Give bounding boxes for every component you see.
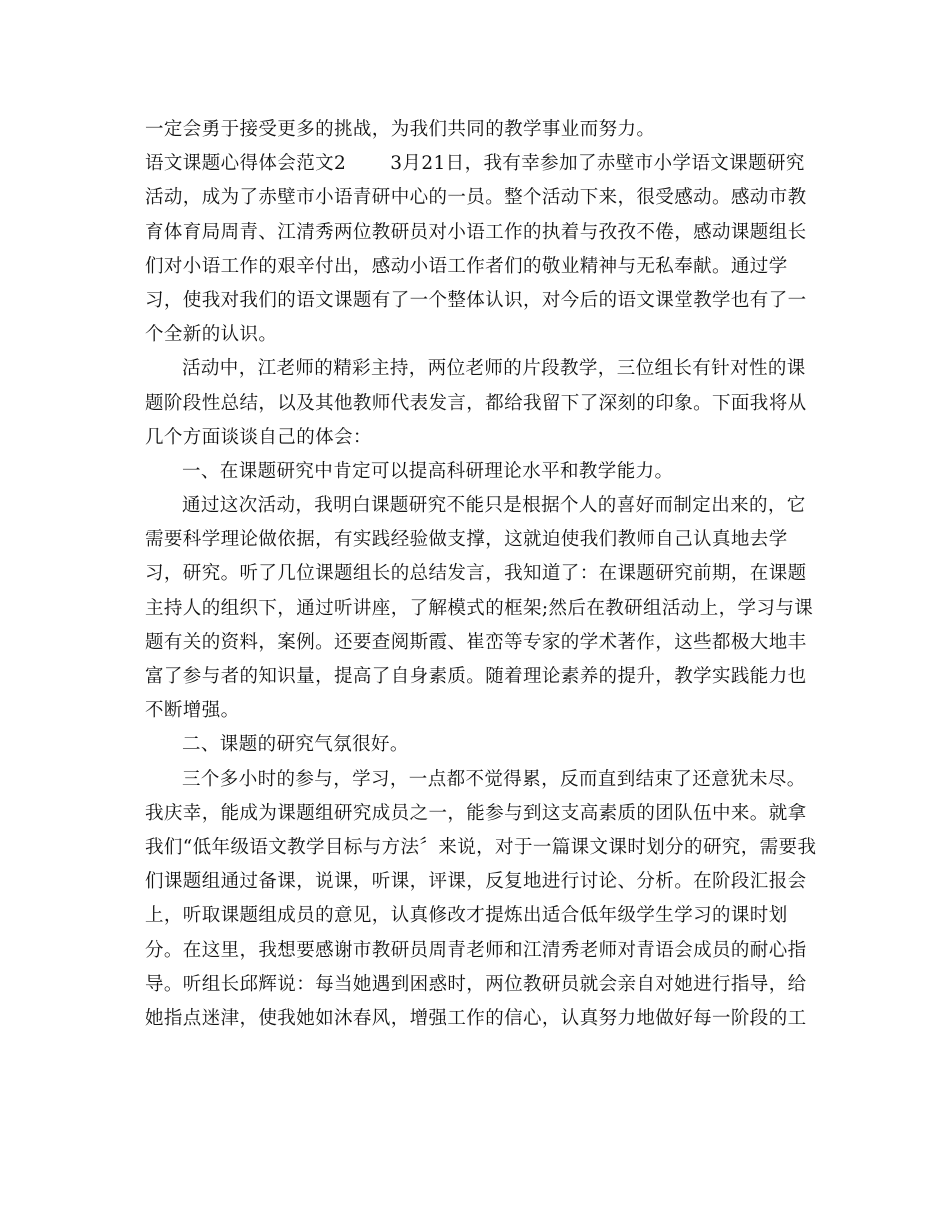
text-line: 们课题组通过备课，说课，听课，评课，反复地进行讨论、分析。在阶段汇报会 — [145, 871, 807, 893]
text-line: 活动，成为了赤壁市小语青研中心的一员。整个活动下来，很受感动。感动市教 — [145, 187, 807, 209]
text-line: 我们“低年级语文教学目标与方法〞来说，对于一篇课文课时划分的研究，需要我 — [145, 836, 817, 858]
text-line: 富了参与者的知识量，提高了自身素质。随着理论素养的提升，教学实践能力也 — [145, 666, 807, 687]
text-line: 分。在这里，我想要感谢市教研员周青老师和江清秀老师对青语会成员的耐心指 — [145, 939, 807, 961]
text-line: 上，听取课题组成员的意见，认真修改才提炼出适合低年级学生学习的课时划 — [145, 905, 788, 927]
text-line: 习，使我对我们的语文课题有了一个整体认识，对今后的语文课堂教学也有了一 — [145, 289, 807, 311]
text-line: 她指点迷津，使我她如沐春风，增强工作的信心，认真努力地做好每一阶段的工 — [145, 1007, 807, 1029]
text-line: 个全新的认识。 — [145, 324, 278, 346]
text-line: 需要科学理论做依据，有实践经验做支撑，这就迫使我们教师自己认真地去学 — [145, 529, 788, 551]
text-line: 我庆幸，能成为课题组研究成员之一，能参与到这支高素质的团队伍中来。就拿 — [145, 802, 807, 824]
text-line: 主持人的组织下，通过听讲座，了解模式的框架;然后在教研组活动上，学习与课 — [145, 597, 814, 619]
text-line: 题阶段性总结，以及其他教师代表发言，都给我留下了深刻的印象。下面我将从 — [145, 392, 807, 414]
text-line: 几个方面谈谈自己的体会： — [145, 426, 372, 448]
text-line: 题有关的资料，案例。还要查阅斯霞、崔峦等专家的学术著作，这些都极大地丰 — [145, 631, 807, 653]
text-line: 二、课题的研究气氛很好。 — [182, 734, 409, 756]
text-line: 不断增强。 — [145, 700, 240, 722]
text-line: 通过这次活动，我明白课题研究不能只是根据个人的喜好而制定出来的，它 — [182, 495, 806, 517]
text-line: 一定会勇于接受更多的挑战，为我们共同的教学事业而努力。 — [145, 119, 656, 140]
text-line: 一、在课题研究中肯定可以提高科研理论水平和教学能力。 — [182, 460, 674, 482]
text-line: 们对小语工作的艰辛付出，感动小语工作者们的敬业精神与无私奉献。通过学 — [145, 255, 788, 277]
text-line: 活动中，江老师的精彩主持，两位老师的片段教学，三位组长有针对性的课 — [182, 358, 806, 380]
text-line: 三个多小时的参与，学习，一点都不觉得累，反而直到结束了还意犹未尽。 — [182, 768, 806, 790]
text-line: 育体育局周青、江清秀两位教研员对小语工作的执着与孜孜不倦，感动课题组长 — [145, 221, 807, 243]
text-line: 语文课题心得体会范文2 3月21日，我有幸参加了赤壁市小学语文课题研究 — [145, 153, 805, 175]
text-line: 习，研究。听了几位课题组长的总结发言，我知道了：在课题研究前期，在课题 — [145, 563, 807, 585]
document-body — [145, 113, 815, 1036]
text-line: 导。听组长邱辉说：每当她遇到困惑时，两位教研员就会亲自对她进行指导，给 — [145, 973, 807, 995]
